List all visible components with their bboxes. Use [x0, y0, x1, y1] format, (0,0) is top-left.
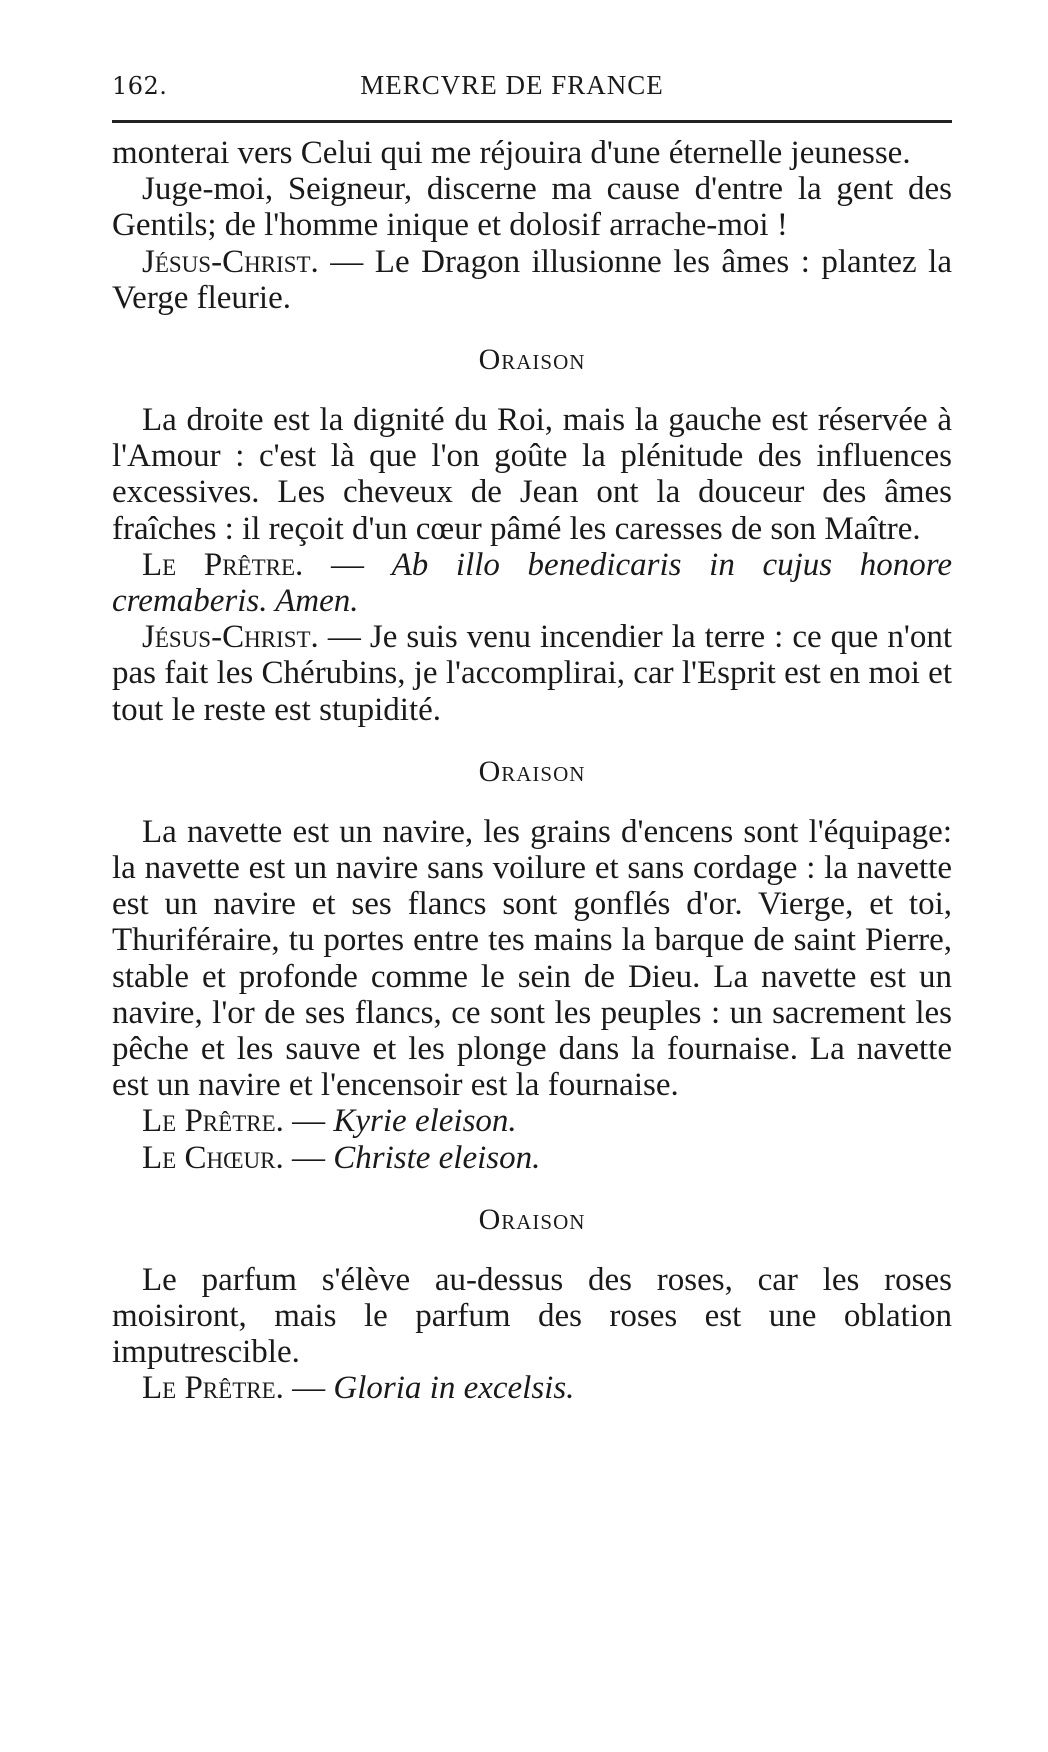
- speaker-label: Le Prêtre.: [142, 546, 304, 583]
- dialogue-line: [112, 1140, 952, 1176]
- section-heading: Oraison: [478, 754, 586, 788]
- section-heading: Oraison: [478, 343, 586, 377]
- speaker-label: Le Chœur.: [142, 1139, 284, 1176]
- dash: —: [283, 1370, 334, 1407]
- speaker-label: Le Prêtre.: [142, 1103, 284, 1140]
- header-rule: [112, 120, 952, 123]
- dialogue-line: [112, 547, 952, 619]
- paragraph: La navette est un navire, les grains d'encens sont l'équipage: la navette est un navire sans voilure et sans cordage : la navette est un navire et ses flancs sont gonflés d'or. Vierge, et toi, Thuriféraire, tu portes entre tes mains la barque de saint Pierre, stable et profonde comme le sein de Dieu. La navette est un navire, l'or de ses flancs, ce sont les peuples : un sacrement les pêche et les sauve et les plonge dans la fournaise. La navette est un navire et l'encensoir est la fournaise.: [112, 813, 952, 1104]
- paragraph-continuation: monterai vers Celui qui me réjouira d'une éternelle jeunesse.: [112, 135, 911, 171]
- dialogue-line: [112, 1103, 952, 1139]
- dialogue-text: — Je suis venu incendier la terre : ce que n'ont pas fait les Chérubins, je l'accomplirai, car l'Esprit est en moi et tout le reste est stupidité.: [112, 619, 952, 728]
- journal-title: MERCVRE DE FRANCE: [360, 70, 664, 100]
- body-text: [112, 135, 952, 1407]
- running-head: [112, 70, 952, 114]
- latin-response: Gloria in excelsis.: [333, 1370, 575, 1407]
- latin-response: Kyrie eleison.: [333, 1103, 517, 1140]
- dash: —: [283, 1139, 334, 1176]
- section-heading: Oraison: [478, 1202, 586, 1236]
- speaker-label: Le Prêtre.: [142, 1370, 284, 1407]
- paragraph: La droite est la dignité du Roi, mais la gauche est réservée à l'Amour : c'est là que l'on goûte la plénitude des influences excessives. Les cheveux de Jean ont la douceur des âmes fraîches : il reçoit d'un cœur pâmé les caresses de son Maître.: [112, 402, 952, 547]
- speaker-label: Jésus-Christ.: [142, 619, 319, 656]
- dash: —: [283, 1103, 334, 1140]
- speaker-label: Jésus-Christ.: [142, 243, 319, 280]
- dash: —: [303, 546, 392, 583]
- page-number: 162.: [112, 72, 168, 100]
- dialogue-line: [112, 1370, 952, 1406]
- latin-response: Christe eleison.: [333, 1139, 541, 1176]
- dialogue-line: [112, 619, 952, 728]
- paragraph: Juge-moi, Seigneur, discerne ma cause d'entre la gent des Gentils; de l'homme inique et dolosif arrache-moi !: [112, 171, 952, 244]
- page: [112, 70, 952, 1407]
- paragraph: Le parfum s'élève au-dessus des roses, car les roses moisiront, mais le parfum des roses est une oblation imputrescible.: [112, 1261, 952, 1371]
- dialogue-text: — Le Dragon illusionne les âmes : plantez la Verge fleurie.: [112, 243, 952, 316]
- latin-response: Ab illo benedicaris in cujus honore cremaberis. Amen.: [112, 546, 953, 620]
- dialogue-line: [112, 244, 952, 316]
